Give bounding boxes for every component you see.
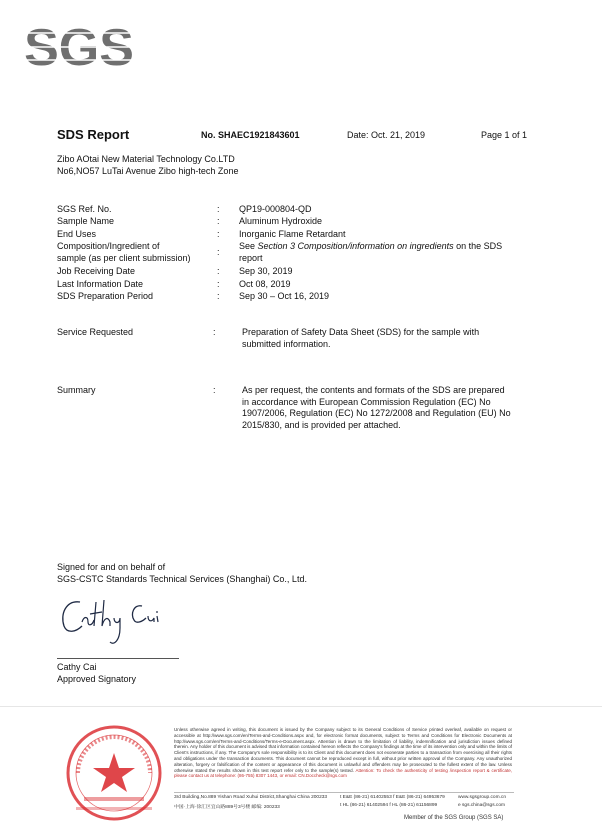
report-number: No. SHAEC1921843601 bbox=[201, 130, 300, 140]
composition-pre: See bbox=[239, 241, 258, 251]
summary-label: Summary bbox=[57, 385, 96, 395]
email: e sgs.china@sgs.com bbox=[458, 803, 505, 808]
address-english: 3rd Building,No.889 Yishan Road Xuhui District,Shanghai China 200233 bbox=[174, 795, 328, 800]
summary-line: 1907/2006, Regulation (EC) No 1272/2008 and Regulation (EU) No bbox=[242, 408, 511, 418]
client-address: No6,NO57 LuTai Avenue Zibo high-tech Zone bbox=[57, 166, 239, 176]
service-line: Preparation of Safety Data Sheet (SDS) for the sample with bbox=[242, 327, 480, 337]
signing-company: SGS-CSTC Standards Technical Services (Shanghai) Co., Ltd. bbox=[57, 574, 307, 584]
fine-print-text: Unless otherwise agreed in writing, this document is issued by the Company subject to its General Conditions of Service printed overleaf, available on request or accessible at http://www.sgs.com/en/Terms-and-Conditions.aspx and, for electronic format documents, subject to Terms and Conditions for Electronic Documents at http://www.sgs.com/en/Terms-and-Conditions/Terms-e-Document.aspx. Attention is drawn to the limitation of liability, indemnification and jurisdiction issues defined therein. Any holder of this document is advised that information contained hereon reflects the Company's findings at the time of its intervention only and within the limits of Client's instructions, if any. The Company's sole responsibility is to its Client and this document does not exonerate parties to a transaction from exercising all their rights and obligations under the transaction documents. This document cannot be reproduced except in full, without prior written approval of the Company. Any unauthorized alteration, forgery or falsification of the content or appearance of this document is unlawful and offenders may be prosecuted to the fullest extent of the law. Unless otherwise stated the results shown in this test report refer only to the sample(s) tested. bbox=[174, 727, 512, 773]
field-colon: : bbox=[217, 291, 220, 301]
field-value: Sep 30 – Oct 16, 2019 bbox=[239, 291, 330, 301]
field-label: End Uses bbox=[57, 229, 97, 239]
field-value-continued: report bbox=[239, 253, 263, 263]
address-chinese: 中国·上海·徐汇区宜山路889号3号楼 邮编: 200233 bbox=[174, 805, 280, 810]
footer-divider bbox=[0, 706, 602, 707]
phone-chinese: t HL (86-21) 61402594 f HL (86-21) 61156899 bbox=[340, 803, 438, 808]
field-colon: : bbox=[217, 216, 220, 226]
summary-colon: : bbox=[213, 385, 216, 395]
signatory-name: Cathy Cai bbox=[57, 662, 97, 672]
field-colon: : bbox=[217, 279, 220, 289]
page-number: Page 1 of 1 bbox=[481, 130, 528, 140]
signature-line bbox=[57, 658, 179, 659]
website: www.sgsgroup.com.cn bbox=[458, 795, 506, 800]
legal-fine-print bbox=[174, 727, 512, 779]
sgs-logo bbox=[18, 20, 140, 72]
field-label: Last Information Date bbox=[57, 279, 144, 289]
field-value: Inorganic Flame Retardant bbox=[239, 229, 346, 239]
field-label: Sample Name bbox=[57, 216, 115, 226]
field-colon: : bbox=[217, 204, 220, 214]
phone-english: t E&E (86-21) 61402553 f E&E (86-21) 64953679 bbox=[340, 795, 445, 800]
field-colon: : bbox=[217, 266, 220, 276]
field-value: QP19-000804-QD bbox=[239, 204, 312, 214]
summary-line: in accordance with European Commission Regulation (EC) No bbox=[242, 397, 491, 407]
field-colon: : bbox=[217, 247, 220, 257]
field-value-composition bbox=[239, 241, 539, 253]
report-date: Date: Oct. 21, 2019 bbox=[347, 130, 426, 140]
field-label: SDS Preparation Period bbox=[57, 291, 154, 301]
service-label: Service Requested bbox=[57, 327, 134, 337]
summary-line: As per request, the contents and formats of the SDS are prepared bbox=[242, 385, 505, 395]
field-label: Composition/Ingredient of bbox=[57, 241, 160, 251]
field-value: Sep 30, 2019 bbox=[239, 266, 293, 276]
service-line: submitted information. bbox=[242, 339, 331, 349]
field-label: SGS Ref. No. bbox=[57, 204, 112, 214]
address-divider bbox=[174, 792, 514, 793]
composition-post: on the SDS bbox=[453, 241, 503, 251]
report-title: SDS Report bbox=[57, 127, 130, 142]
field-value: Oct 08, 2019 bbox=[239, 279, 291, 289]
signed-on-behalf: Signed for and on behalf of bbox=[57, 562, 166, 572]
signatory-role: Approved Signatory bbox=[57, 674, 137, 684]
service-colon: : bbox=[213, 327, 216, 337]
composition-section-ref: Section 3 Composition/information on ingredients bbox=[257, 241, 454, 251]
sgs-group-membership: Member of the SGS Group (SGS SA) bbox=[404, 815, 504, 821]
field-label: Job Receiving Date bbox=[57, 266, 136, 276]
field-label-continued: sample (as per client submission) bbox=[57, 253, 191, 263]
field-value: Aluminum Hydroxide bbox=[239, 216, 323, 226]
field-colon: : bbox=[217, 229, 220, 239]
client-name: Zibo AOtai New Material Technology Co.LTD bbox=[57, 154, 235, 164]
authenticity-attention: Attention: To check the authenticity of testing /inspection report & certificate, please contact us at telephone: (86-755) 8307 1443, or email: CN.Doccheck@sgs.com bbox=[174, 767, 512, 779]
logo-text: SGS bbox=[24, 20, 134, 72]
handwritten-signature bbox=[58, 592, 168, 652]
company-seal-stamp bbox=[64, 723, 164, 823]
summary-line: 2015/830, and is provided per attached. bbox=[242, 420, 401, 430]
